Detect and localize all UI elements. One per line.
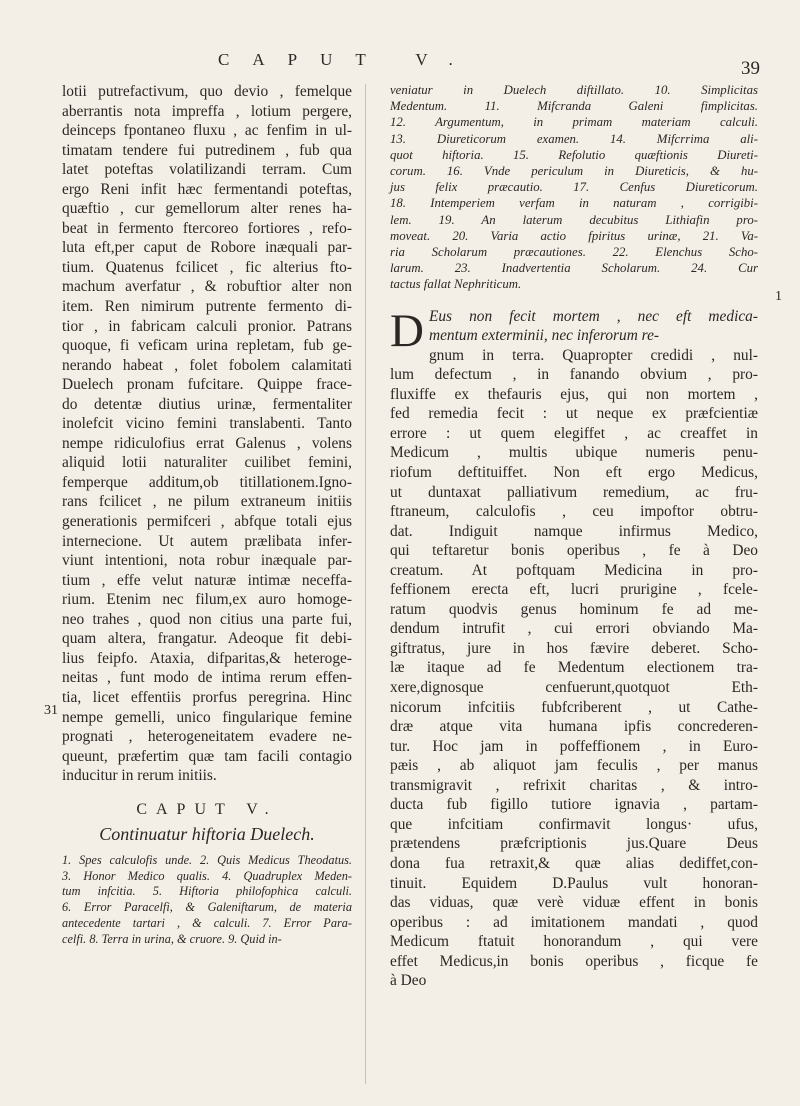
text-line: generationis permifceri , abfque totali ejus	[62, 513, 352, 531]
text-line: creatum. At poftquam Medicina in pro-	[390, 561, 758, 579]
text-line: dendum intrufit , cui errori obviando Ma-	[390, 620, 758, 638]
text-line: Medicum ftatuit honorandum , qui vere	[390, 933, 758, 951]
text-line: Duelech pronam fufcitare. Quippe frace-	[62, 376, 352, 394]
text-line: ut duntaxat palliativum remedium, ac fru-	[390, 483, 758, 501]
text-line: latet poteftas volatilizandi terram. Cum	[62, 161, 352, 179]
text-line: 1. Spes calculofis unde. 2. Quis Medicus Theodatus.	[62, 852, 352, 867]
text-line: rans fcilicet , ne pilum extraneum initiis	[62, 493, 352, 511]
text-line: timatam tendere fui putredinem , fub qua	[62, 141, 352, 159]
text-line: moveat. 20. Varia actio fpiritus urinæ, 21. Va-	[390, 228, 758, 243]
text-line: tium. Quatenus fcilicet , fic alterius fto-	[62, 258, 352, 276]
text-line: giftratus, jure in hos fævire deberet. Scho-	[390, 639, 758, 657]
left-margin-number: 31	[44, 703, 58, 718]
text-line: transmigravit , refrixit charitas , & intro-	[390, 776, 758, 794]
text-line: quoque, fi veficam urina repletam, fub ge-	[62, 337, 352, 355]
text-line: beat in fermento ftercoreo fortiores , refo-	[62, 219, 352, 237]
text-line: 6. Error Paracelfi, & Galeniftarum, de materia	[62, 900, 352, 915]
text-line: jus felix præcautio. 17. Cenfus Diureticorum.	[390, 180, 758, 195]
page-header	[0, 50, 800, 80]
text-line: que infcitiam confirmavit longus· ufus,	[390, 815, 758, 833]
text-line: operibus : ad imitationem mandati , quod	[390, 913, 758, 931]
text-line: ratum quodvis genus hominum fe ad me-	[390, 600, 758, 618]
text-line: effet Medicus,in bonis operibus , ficque fe	[390, 952, 758, 970]
text-line: luta eft,per caput de Robore inæquali par-	[62, 239, 352, 257]
text-line: 13. Diureticorum examen. 14. Mifcrrima ali-	[390, 131, 758, 146]
text-line: antecedente tartari , & calculi. 7. Error Para-	[62, 915, 352, 930]
text-line: inolefcit vicino femini translabenti. Tanto	[62, 415, 352, 433]
right-margin-number: 1	[775, 289, 782, 304]
text-line: prognati , heterogeneitatem evadere ne-	[62, 728, 352, 746]
text-line: mentum exterminii, nec inferorum re-	[428, 327, 660, 345]
text-line: lotii putrefactivum, quo devio , femelque	[62, 83, 352, 100]
chapter-summary	[62, 853, 352, 948]
text-line: fluxiffe ex thefauris ejus, qui non mortem ,	[390, 385, 758, 403]
text-line: machum averfatur , & robuftior alter non	[62, 278, 352, 296]
running-head: CAPUT V.	[218, 50, 476, 69]
text-line: 3. Honor Medico qualis. 4. Quadruplex Meden-	[62, 868, 352, 883]
text-line: prætendens præfcriptionis jus.Quare Deus	[390, 835, 758, 853]
text-line: Medentum. 11. Mifcranda Galeni fimplicitas.	[390, 99, 758, 114]
text-line: læ itaque ad fe Medentum electionem tra-	[390, 659, 758, 677]
text-line: celfi. 8. Terra in urina, & cruore. 9. Quid in-	[62, 931, 282, 946]
text-line: 12. Argumentum, in primam materiam calculi.	[390, 115, 758, 130]
text-line: neitas , funt modo de intima rerum effen-	[62, 669, 352, 687]
text-line: das viduas, quæ verè viduæ effent in bonis	[390, 894, 758, 912]
text-line: xere,dignosque cenfuerunt,quotquot Eth-	[390, 679, 758, 697]
text-line: veniatur in Duelech diftillato. 10. Simplicitas	[390, 83, 758, 97]
text-line: Medicum , multis ubique numeris penu-	[390, 444, 758, 462]
opening-lines	[390, 307, 758, 346]
left-body-text	[62, 82, 352, 786]
text-line: Eus non fecit mortem , nec eft medica-	[428, 307, 758, 325]
text-line: queunt, præfertim quæ tam facili contagio	[62, 747, 352, 765]
text-line: neo trahes , quod non citius una parte fui,	[62, 610, 352, 628]
text-line: tium , effe velut naturæ intimæ neceffa-	[62, 571, 352, 589]
text-line: femperque additum,ob titillationem.Igno-	[62, 473, 352, 491]
text-line: quam altera, frangatur. Adeoque fit debi-	[62, 630, 352, 648]
text-line: feffionem erecta eft, lucri prurigine , fcele-	[390, 581, 758, 599]
right-column	[390, 82, 758, 991]
page-number: 39	[741, 58, 760, 79]
text-line: riofum deftituiffet. Non eft ergo Medicus,	[390, 464, 758, 482]
text-line: nicorum infcitiis fubfcriberent , ut Cathe-	[390, 698, 758, 716]
text-line: larum. 23. Inadvertentia Scholarum. 24. Cur	[390, 261, 758, 276]
drop-cap: D	[390, 304, 424, 357]
text-line: inducitur in rerum initiis.	[62, 767, 217, 785]
text-line: pæis , ab aliquot jam feculis , per manus	[390, 757, 758, 775]
text-line: errore : ut quem elegiffet , ac creaffet in	[390, 424, 758, 442]
text-line: lum defectum , in fanando obvium , pro-	[390, 366, 758, 384]
text-line: nempe ridiculofius errat Galenus , volens	[62, 434, 352, 452]
text-line: fed remedia fecit : ut neque ex præfcientiæ	[390, 405, 758, 423]
text-line: aberrantis nota impreffa , lotium pergere,	[62, 102, 352, 120]
text-line: viunt intentioni, nota robur inæquale par-	[62, 552, 352, 570]
text-line: ducta fub figillo tutiore ignavia , partam-	[390, 796, 758, 814]
text-line: gnum in terra. Quapropter credidi , nul-	[428, 346, 758, 364]
text-line: à Deo	[390, 972, 427, 990]
text-line: nempe gemelli, unico fingularique femine	[62, 708, 352, 726]
text-line: corum. 16. Vnde periculum in Diureticis, & hu-	[390, 164, 758, 179]
text-line: tior , in fabricam calculi pronior. Patrans	[62, 317, 352, 335]
text-line: tia, licet effentiis prorfus peregrina. Hinc	[62, 688, 352, 706]
text-line: tur. Hoc jam in poffeffionem , in Euro-	[390, 737, 758, 755]
text-line: nerando habeat , folet fobolem calamitati	[62, 356, 352, 374]
text-line: lius feipfo. Ataxia, difparitas,& heteroge-	[62, 649, 352, 667]
text-line: tum infcitia. 5. Hiftoria philofophica calculi.	[62, 884, 352, 899]
text-line: internecione. Ut autem prælibata infer-	[62, 532, 352, 550]
text-line: tactus fallat Nephriticum.	[390, 277, 522, 292]
text-line: ergo Reni infit hæc fermentandi poteftas,	[62, 180, 352, 198]
text-line: 18. Intemperiem verfam in naturam , corrigibi-	[390, 196, 758, 211]
text-line: rium. Etenim nec filum,ex auro homoge-	[62, 591, 352, 609]
left-column	[62, 82, 352, 948]
text-line: dat. Indiguit namque infirmus Medico,	[390, 522, 758, 540]
text-line: ftraneum, calculofis , ceu impoftor obtru-	[390, 503, 758, 521]
text-line: tinuit. Equidem D.Paulus vult honoran-	[390, 874, 758, 892]
column-divider	[365, 84, 366, 1084]
text-line: lem. 19. An laterum decubitus Lithiafin pro-	[390, 212, 758, 227]
right-body-text	[390, 346, 758, 991]
text-line: ria Scholarum præcautiones. 22. Elenchus Scho-	[390, 245, 758, 260]
text-line: item. Ren nimirum putrente fermento di-	[62, 298, 352, 316]
text-line: deinceps fpontaneo fluxu , ac fenfim in ul-	[62, 122, 352, 140]
text-line: quæftio , cur gemellorum alter renes ha-	[62, 200, 352, 218]
chapter-heading: CAPUT V.	[136, 800, 278, 818]
text-line: do detentæ diutius urinæ, fermentaliter	[62, 395, 352, 413]
text-line: dona fua retraxit,& quæ alias dediffet,con-	[390, 854, 758, 872]
text-line: dræ atque vita humana ipfis concrederen-	[390, 718, 758, 736]
chapter-title: Continuatur hiftoria Duelech.	[99, 824, 315, 845]
text-line: aliquid lotii naturaliter cuilibet femini,	[62, 454, 352, 472]
text-line: quot hiftoria. 15. Refolutio quæftionis Diureti-	[390, 147, 758, 162]
text-line: qui teftaretur bonis operibus , fe à Deo	[390, 542, 758, 560]
chapter-summary-continued	[390, 82, 758, 293]
